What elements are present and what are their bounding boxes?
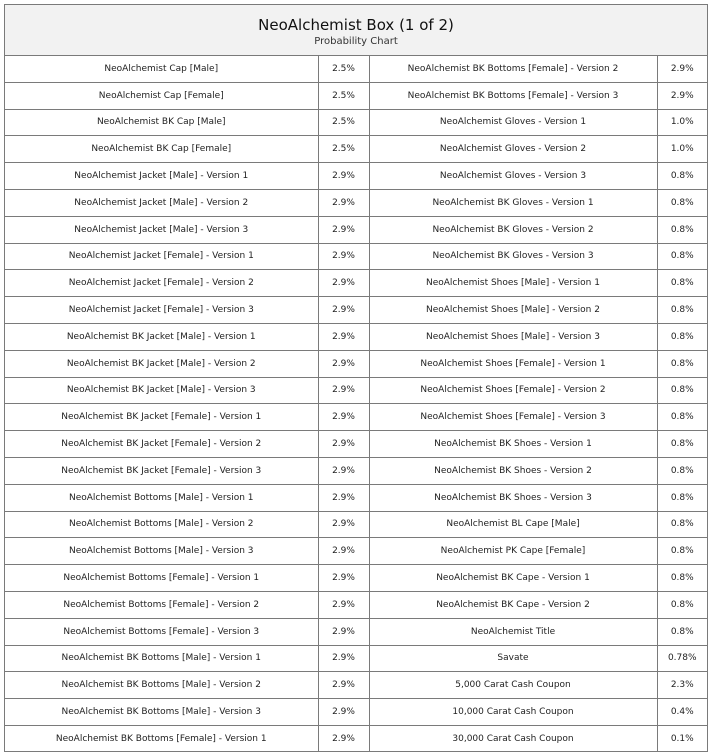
left-probability-cell: 2.5% bbox=[318, 82, 369, 109]
left-probability-cell: 2.9% bbox=[318, 243, 369, 270]
right-item-cell: NeoAlchemist BK Shoes - Version 1 bbox=[369, 431, 657, 458]
table-row bbox=[5, 323, 707, 350]
right-probability-cell: 0.8% bbox=[657, 243, 707, 270]
left-item-cell: NeoAlchemist BK Bottoms [Male] - Version 1 bbox=[5, 645, 318, 672]
page-title: NeoAlchemist Box (1 of 2) bbox=[258, 16, 454, 34]
left-item-cell: NeoAlchemist BK Jacket [Male] - Version 3 bbox=[5, 377, 318, 404]
table-row bbox=[5, 56, 707, 82]
right-item-cell: NeoAlchemist Shoes [Male] - Version 3 bbox=[369, 323, 657, 350]
right-item-cell: 10,000 Carat Cash Coupon bbox=[369, 699, 657, 726]
right-item-cell: NeoAlchemist Shoes [Female] - Version 2 bbox=[369, 377, 657, 404]
table-row bbox=[5, 82, 707, 109]
table-row bbox=[5, 136, 707, 163]
left-probability-cell: 2.9% bbox=[318, 297, 369, 324]
right-item-cell: NeoAlchemist Shoes [Female] - Version 3 bbox=[369, 404, 657, 431]
right-item-cell: NeoAlchemist Title bbox=[369, 618, 657, 645]
left-item-cell: NeoAlchemist Bottoms [Male] - Version 2 bbox=[5, 511, 318, 538]
left-item-cell: NeoAlchemist BK Jacket [Male] - Version 2 bbox=[5, 350, 318, 377]
left-item-cell: NeoAlchemist BK Bottoms [Male] - Version 2 bbox=[5, 672, 318, 699]
probability-chart-sheet bbox=[4, 4, 708, 752]
right-probability-cell: 0.8% bbox=[657, 270, 707, 297]
table-row bbox=[5, 511, 707, 538]
right-item-cell: NeoAlchemist Shoes [Male] - Version 2 bbox=[369, 297, 657, 324]
left-probability-cell: 2.9% bbox=[318, 270, 369, 297]
right-item-cell: NeoAlchemist BL Cape [Male] bbox=[369, 511, 657, 538]
table-row bbox=[5, 725, 707, 751]
right-probability-cell: 0.8% bbox=[657, 216, 707, 243]
left-probability-cell: 2.9% bbox=[318, 189, 369, 216]
left-item-cell: NeoAlchemist Cap [Female] bbox=[5, 82, 318, 109]
right-probability-cell: 2.9% bbox=[657, 82, 707, 109]
left-item-cell: NeoAlchemist Bottoms [Female] - Version 2 bbox=[5, 591, 318, 618]
table-row bbox=[5, 404, 707, 431]
right-item-cell: NeoAlchemist BK Shoes - Version 2 bbox=[369, 457, 657, 484]
left-item-cell: NeoAlchemist BK Jacket [Female] - Version 1 bbox=[5, 404, 318, 431]
right-probability-cell: 1.0% bbox=[657, 109, 707, 136]
left-item-cell: NeoAlchemist Bottoms [Male] - Version 3 bbox=[5, 538, 318, 565]
left-probability-cell: 2.9% bbox=[318, 323, 369, 350]
right-probability-cell: 0.4% bbox=[657, 699, 707, 726]
table-row bbox=[5, 431, 707, 458]
right-probability-cell: 0.8% bbox=[657, 538, 707, 565]
right-probability-cell: 0.8% bbox=[657, 350, 707, 377]
right-probability-cell: 0.8% bbox=[657, 297, 707, 324]
table-row bbox=[5, 457, 707, 484]
right-probability-cell: 0.8% bbox=[657, 618, 707, 645]
right-item-cell: 30,000 Carat Cash Coupon bbox=[369, 725, 657, 751]
right-item-cell: NeoAlchemist BK Gloves - Version 1 bbox=[369, 189, 657, 216]
left-item-cell: NeoAlchemist Jacket [Male] - Version 1 bbox=[5, 163, 318, 190]
right-probability-cell: 0.8% bbox=[657, 404, 707, 431]
left-probability-cell: 2.9% bbox=[318, 511, 369, 538]
right-probability-cell: 2.9% bbox=[657, 56, 707, 82]
right-item-cell: NeoAlchemist Gloves - Version 1 bbox=[369, 109, 657, 136]
right-item-cell: NeoAlchemist BK Shoes - Version 3 bbox=[369, 484, 657, 511]
right-item-cell: NeoAlchemist Gloves - Version 2 bbox=[369, 136, 657, 163]
table-row bbox=[5, 484, 707, 511]
right-probability-cell: 0.8% bbox=[657, 189, 707, 216]
left-item-cell: NeoAlchemist Jacket [Male] - Version 3 bbox=[5, 216, 318, 243]
table-row bbox=[5, 243, 707, 270]
left-probability-cell: 2.5% bbox=[318, 56, 369, 82]
left-item-cell: NeoAlchemist BK Cap [Female] bbox=[5, 136, 318, 163]
table-row bbox=[5, 565, 707, 592]
right-item-cell: NeoAlchemist Shoes [Male] - Version 1 bbox=[369, 270, 657, 297]
table-row bbox=[5, 699, 707, 726]
right-probability-cell: 0.8% bbox=[657, 377, 707, 404]
left-item-cell: NeoAlchemist Jacket [Female] - Version 3 bbox=[5, 297, 318, 324]
left-probability-cell: 2.9% bbox=[318, 672, 369, 699]
left-probability-cell: 2.9% bbox=[318, 484, 369, 511]
table-row bbox=[5, 350, 707, 377]
left-item-cell: NeoAlchemist BK Bottoms [Female] - Version 1 bbox=[5, 725, 318, 751]
left-item-cell: NeoAlchemist Bottoms [Female] - Version 3 bbox=[5, 618, 318, 645]
right-item-cell: 5,000 Carat Cash Coupon bbox=[369, 672, 657, 699]
right-probability-cell: 0.8% bbox=[657, 457, 707, 484]
right-item-cell: NeoAlchemist BK Gloves - Version 3 bbox=[369, 243, 657, 270]
right-probability-cell: 0.8% bbox=[657, 591, 707, 618]
right-item-cell: NeoAlchemist PK Cape [Female] bbox=[369, 538, 657, 565]
right-probability-cell: 0.1% bbox=[657, 725, 707, 751]
left-item-cell: NeoAlchemist BK Cap [Male] bbox=[5, 109, 318, 136]
left-item-cell: NeoAlchemist BK Jacket [Female] - Version 3 bbox=[5, 457, 318, 484]
right-item-cell: NeoAlchemist BK Cape - Version 1 bbox=[369, 565, 657, 592]
table-row bbox=[5, 377, 707, 404]
right-probability-cell: 0.8% bbox=[657, 163, 707, 190]
table-row bbox=[5, 270, 707, 297]
right-item-cell: NeoAlchemist BK Gloves - Version 2 bbox=[369, 216, 657, 243]
left-item-cell: NeoAlchemist BK Bottoms [Male] - Version 3 bbox=[5, 699, 318, 726]
probability-table bbox=[5, 56, 707, 752]
table-row bbox=[5, 297, 707, 324]
table-row bbox=[5, 538, 707, 565]
left-item-cell: NeoAlchemist Jacket [Male] - Version 2 bbox=[5, 189, 318, 216]
chart-header bbox=[5, 5, 707, 56]
right-item-cell: NeoAlchemist BK Cape - Version 2 bbox=[369, 591, 657, 618]
right-item-cell: NeoAlchemist BK Bottoms [Female] - Version 3 bbox=[369, 82, 657, 109]
left-probability-cell: 2.9% bbox=[318, 431, 369, 458]
left-probability-cell: 2.9% bbox=[318, 725, 369, 751]
right-item-cell: Savate bbox=[369, 645, 657, 672]
right-item-cell: NeoAlchemist BK Bottoms [Female] - Version 2 bbox=[369, 56, 657, 82]
table-row bbox=[5, 109, 707, 136]
right-probability-cell: 0.8% bbox=[657, 484, 707, 511]
left-probability-cell: 2.9% bbox=[318, 538, 369, 565]
left-item-cell: NeoAlchemist BK Jacket [Female] - Version 2 bbox=[5, 431, 318, 458]
right-probability-cell: 1.0% bbox=[657, 136, 707, 163]
left-item-cell: NeoAlchemist BK Jacket [Male] - Version 1 bbox=[5, 323, 318, 350]
left-item-cell: NeoAlchemist Bottoms [Male] - Version 1 bbox=[5, 484, 318, 511]
left-probability-cell: 2.9% bbox=[318, 216, 369, 243]
table-row bbox=[5, 618, 707, 645]
right-probability-cell: 0.8% bbox=[657, 511, 707, 538]
table-row bbox=[5, 645, 707, 672]
left-item-cell: NeoAlchemist Jacket [Female] - Version 1 bbox=[5, 243, 318, 270]
left-probability-cell: 2.9% bbox=[318, 699, 369, 726]
right-item-cell: NeoAlchemist Gloves - Version 3 bbox=[369, 163, 657, 190]
left-probability-cell: 2.5% bbox=[318, 109, 369, 136]
right-probability-cell: 2.3% bbox=[657, 672, 707, 699]
left-probability-cell: 2.9% bbox=[318, 350, 369, 377]
left-item-cell: NeoAlchemist Cap [Male] bbox=[5, 56, 318, 82]
left-probability-cell: 2.5% bbox=[318, 136, 369, 163]
left-probability-cell: 2.9% bbox=[318, 565, 369, 592]
right-probability-cell: 0.8% bbox=[657, 431, 707, 458]
table-row bbox=[5, 216, 707, 243]
table-row bbox=[5, 591, 707, 618]
left-probability-cell: 2.9% bbox=[318, 618, 369, 645]
right-item-cell: NeoAlchemist Shoes [Female] - Version 1 bbox=[369, 350, 657, 377]
left-probability-cell: 2.9% bbox=[318, 645, 369, 672]
table-row bbox=[5, 163, 707, 190]
left-probability-cell: 2.9% bbox=[318, 591, 369, 618]
right-probability-cell: 0.8% bbox=[657, 565, 707, 592]
page-subtitle: Probability Chart bbox=[314, 36, 398, 47]
right-probability-cell: 0.78% bbox=[657, 645, 707, 672]
left-item-cell: NeoAlchemist Jacket [Female] - Version 2 bbox=[5, 270, 318, 297]
left-probability-cell: 2.9% bbox=[318, 377, 369, 404]
left-item-cell: NeoAlchemist Bottoms [Female] - Version 1 bbox=[5, 565, 318, 592]
table-row bbox=[5, 189, 707, 216]
probability-table-body bbox=[5, 56, 707, 752]
table-row bbox=[5, 672, 707, 699]
left-probability-cell: 2.9% bbox=[318, 163, 369, 190]
right-probability-cell: 0.8% bbox=[657, 323, 707, 350]
left-probability-cell: 2.9% bbox=[318, 457, 369, 484]
left-probability-cell: 2.9% bbox=[318, 404, 369, 431]
